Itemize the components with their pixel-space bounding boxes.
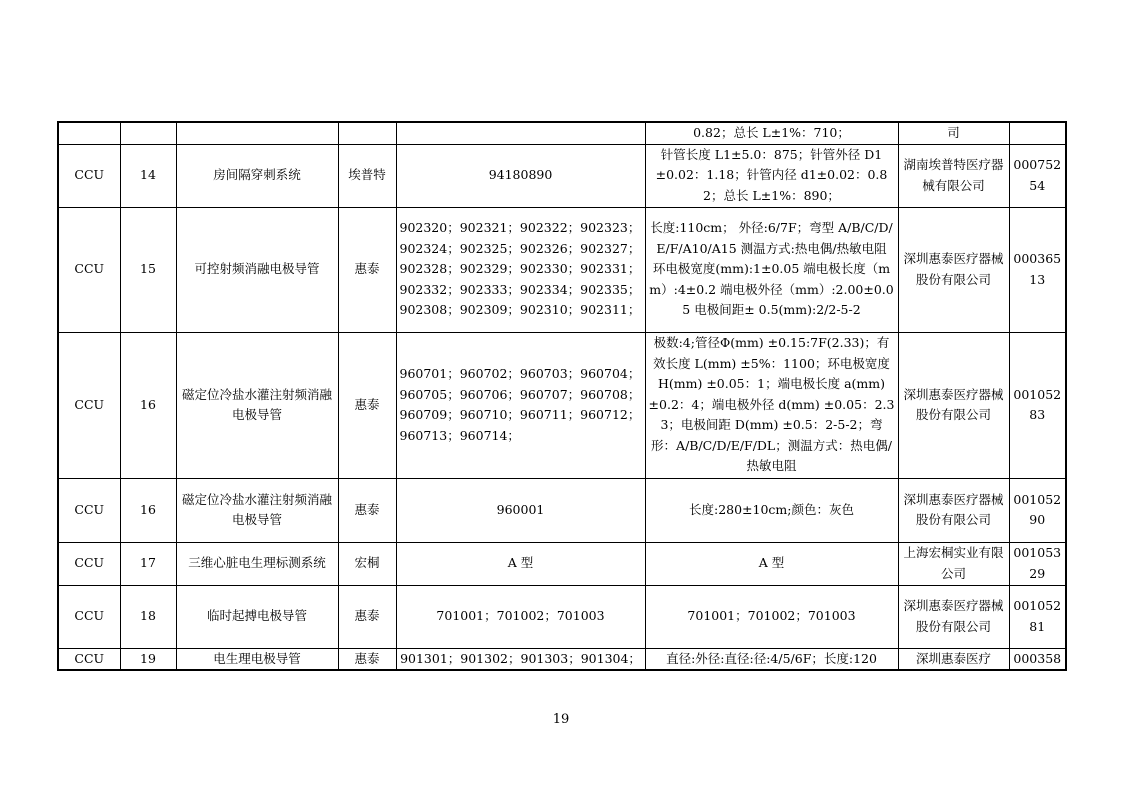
brand-cell: 惠泰 xyxy=(338,648,396,670)
serial-number-cell: 18 xyxy=(120,585,176,648)
product-name-cell: 可控射频消融电极导管 xyxy=(176,207,338,332)
model-cell: 94180890 xyxy=(396,144,645,207)
brand-cell: 埃普特 xyxy=(338,144,396,207)
product-name-cell: 房间隔穿刺系统 xyxy=(176,144,338,207)
spec-cell: 长度:110cm； 外径:6/7F；弯型 A/B/C/D/E/F/A10/A15 测温方式:热电偶/热敏电阻 环电极宽度(mm):1±0.05 端电极长度（mm）:4±0.2 端电极外径（mm）:2.00±0.05 电极间距± 0.5(mm):2/2-5-2 xyxy=(645,207,898,332)
table-row xyxy=(58,144,1066,207)
category-cell: CCU xyxy=(58,478,120,542)
table-row xyxy=(58,478,1066,542)
brand-cell: 惠泰 xyxy=(338,332,396,478)
category-cell xyxy=(58,122,120,144)
company-cell: 深圳惠泰医疗器械股份有限公司 xyxy=(898,332,1009,478)
brand-cell: 惠泰 xyxy=(338,207,396,332)
code-cell: 000358 xyxy=(1009,648,1066,670)
brand-cell: 惠泰 xyxy=(338,585,396,648)
spec-cell: 极数:4;管径Φ(mm) ±0.15:7F(2.33)；有效长度 L(mm) ±5%：1100；环电极宽度 H(mm) ±0.05：1；端电极长度 a(mm) ±0.2：4；端电极外径 d(mm) ±0.05：2.33；电极间距 D(mm) ±0.5：2-5-2；弯形：A/B/C/D/E/F/DL；测温方式：热电偶/热敏电阻 xyxy=(645,332,898,478)
company-cell: 湖南埃普特医疗器械有限公司 xyxy=(898,144,1009,207)
product-name-cell: 电生理电极导管 xyxy=(176,648,338,670)
category-cell: CCU xyxy=(58,542,120,585)
category-cell: CCU xyxy=(58,332,120,478)
serial-number-cell: 14 xyxy=(120,144,176,207)
company-cell: 深圳惠泰医疗器械股份有限公司 xyxy=(898,585,1009,648)
serial-number-cell: 16 xyxy=(120,478,176,542)
company-cell: 深圳惠泰医疗器械股份有限公司 xyxy=(898,207,1009,332)
spec-cell: 701001；701002；701003 xyxy=(645,585,898,648)
brand-cell: 宏桐 xyxy=(338,542,396,585)
company-cell: 司 xyxy=(898,122,1009,144)
table-row xyxy=(58,207,1066,332)
spec-cell: 针管长度 L1±5.0：875；针管外径 D1 ±0.02：1.18；针管内径 d1±0.02：0.82；总长 L±1%：890； xyxy=(645,144,898,207)
product-name-cell: 三维心脏电生理标测系统 xyxy=(176,542,338,585)
spec-cell: 长度:280±10cm;颜色：灰色 xyxy=(645,478,898,542)
category-cell: CCU xyxy=(58,207,120,332)
serial-number-cell xyxy=(120,122,176,144)
serial-number-cell: 17 xyxy=(120,542,176,585)
category-cell: CCU xyxy=(58,144,120,207)
serial-number-cell: 19 xyxy=(120,648,176,670)
spec-cell: 0.82；总长 L±1%：710； xyxy=(645,122,898,144)
company-cell: 上海宏桐实业有限公司 xyxy=(898,542,1009,585)
model-cell: 901301；901302；901303；901304； xyxy=(396,648,645,670)
product-name-cell: 临时起搏电极导管 xyxy=(176,585,338,648)
code-cell: 00105329 xyxy=(1009,542,1066,585)
category-cell: CCU xyxy=(58,585,120,648)
model-cell: 960001 xyxy=(396,478,645,542)
product-name-cell: 磁定位冷盐水灌注射频消融电极导管 xyxy=(176,332,338,478)
spec-cell: 直径:外径:直径:径:4/5/6F；长度:120 xyxy=(645,648,898,670)
spec-cell: A 型 xyxy=(645,542,898,585)
code-cell: 00036513 xyxy=(1009,207,1066,332)
model-cell: 902320；902321；902322；902323；902324；902325；902326；902327；902328；902329；902330；902331；902332；902333；902334；902335；902308；902309；902310；902311； xyxy=(396,207,645,332)
company-cell: 深圳惠泰医疗 xyxy=(898,648,1009,670)
company-cell: 深圳惠泰医疗器械股份有限公司 xyxy=(898,478,1009,542)
code-cell: 00105283 xyxy=(1009,332,1066,478)
code-cell xyxy=(1009,122,1066,144)
brand-cell xyxy=(338,122,396,144)
model-cell: A 型 xyxy=(396,542,645,585)
brand-cell: 惠泰 xyxy=(338,478,396,542)
model-cell: 701001；701002；701003 xyxy=(396,585,645,648)
serial-number-cell: 16 xyxy=(120,332,176,478)
table-row xyxy=(58,332,1066,478)
serial-number-cell: 15 xyxy=(120,207,176,332)
model-cell: 960701；960702；960703；960704；960705；960706；960707；960708；960709；960710；960711；960712；960713；960714； xyxy=(396,332,645,478)
product-name-cell xyxy=(176,122,338,144)
table-row xyxy=(58,648,1066,670)
table-row xyxy=(58,542,1066,585)
page-number: 19 xyxy=(552,712,570,727)
table-row xyxy=(58,585,1066,648)
product-name-cell: 磁定位冷盐水灌注射频消融电极导管 xyxy=(176,478,338,542)
code-cell: 00075254 xyxy=(1009,144,1066,207)
category-cell: CCU xyxy=(58,648,120,670)
table-row xyxy=(58,122,1066,144)
code-cell: 00105281 xyxy=(1009,585,1066,648)
model-cell xyxy=(396,122,645,144)
code-cell: 00105290 xyxy=(1009,478,1066,542)
product-table xyxy=(57,121,1067,671)
